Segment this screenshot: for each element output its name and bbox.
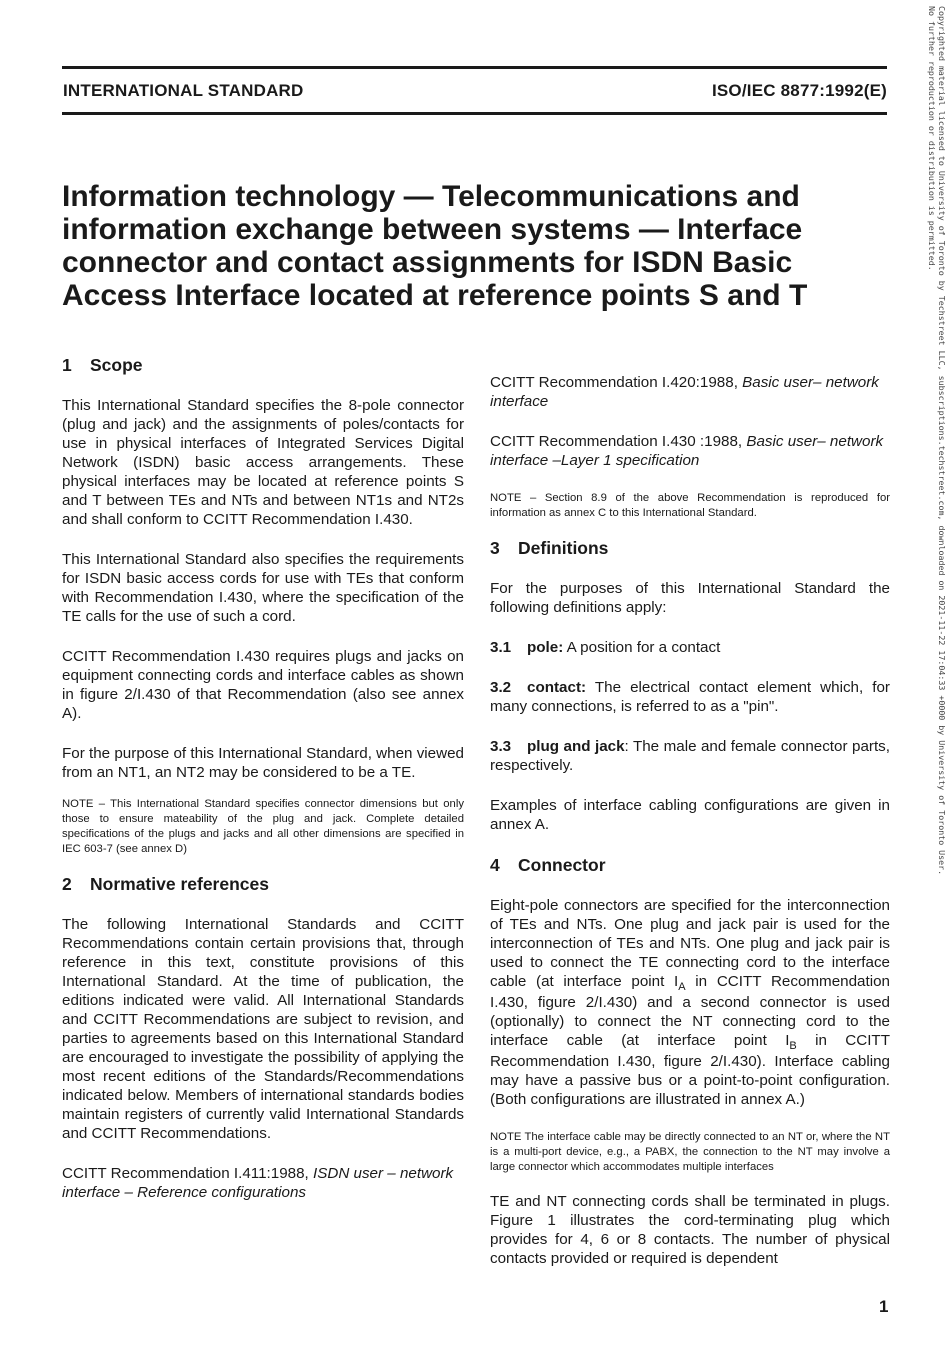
definition-text: : The male and female connector parts, respectively. <box>490 738 890 774</box>
definition-number: 3.2 <box>490 679 512 696</box>
reference-title: Basic user– network interface <box>490 374 879 410</box>
copyright-line-2: No further reproduction or distribution is permitted. <box>927 6 937 271</box>
section-normative-heading <box>62 874 464 895</box>
scope-paragraph-2: This International Standard also specifies the requirements for ISDN basic access cords for use with TEs that conform with Recommendation I.430, where the specification of the TE calls for the use of such a cord. <box>62 551 464 625</box>
connector-text-part: in CCITT Recommendation I.430, figure 2/I.430). Interface cabling may have a passive bus or a point-to-point configuration. (Both configurations are illustrated in annex A.) <box>490 1032 890 1108</box>
definition-term: contact: <box>527 679 587 696</box>
reference-title: ISDN user – network interface – Reference configurations <box>62 1165 454 1201</box>
copyright-line-1: Copyrighted material licensed to University of Toronto by Techstreet LLC, subscriptions.techstreet.com, downloaded on 2021-11-22 17:04:33 +0000 by University of Toronto User. <box>937 6 947 876</box>
section-number: 1 <box>62 355 72 375</box>
connector-paragraph-1 <box>490 896 890 1109</box>
definition-number: 3.3 <box>490 738 512 755</box>
standard-number: ISO/IEC 8877:1992(E) <box>711 81 887 100</box>
copyright-notice <box>927 6 947 875</box>
reference-i420 <box>490 373 890 411</box>
scope-paragraph-1: This International Standard specifies the 8-pole connector (plug and jack) and the assignments of poles/contacts for use in physical interfaces of Integrated Services Digital Network (ISDN) basic access arrangements. These physical interfaces may be located at reference points S and T between TEs and NTs and between NT1s and NT2s and shall conform to CCITT Recommendation I.430. <box>62 397 464 528</box>
definitions-intro: For the purposes of this International Standard the following definitions apply: <box>490 580 890 616</box>
definition-contact <box>490 678 890 716</box>
definitions-examples: Examples of interface cabling configurations are given in annex A. <box>490 797 890 833</box>
section-definitions-heading <box>490 538 890 559</box>
definition-text: The electrical contact element which, for many connections, is referred to as a "pin". <box>490 679 890 715</box>
definition-term: plug and jack <box>527 738 625 755</box>
definition-term: pole: <box>527 639 564 656</box>
definition-number: 3.1 <box>490 639 512 656</box>
section-scope-heading <box>62 355 464 376</box>
reference-id: CCITT Recommendation I.411:1988, <box>62 1165 314 1182</box>
section-number: 2 <box>62 874 72 894</box>
scope-note: NOTE – This International Standard specifies connector dimensions but only those to ensure mateability of the plug and jack. Complete detailed specifications of the plugs and jacks and all other dimensions are specified in IEC 603-7 (see annex D) <box>62 798 464 855</box>
reference-i411 <box>62 1164 464 1202</box>
connector-note: NOTE The interface cable may be directly connected to an NT or, where the NT is a multi-port device, e.g., a PABX, the connection to the NT may involve a large connector which accommodates multiple interfaces <box>490 1131 890 1173</box>
section-title: Scope <box>90 355 143 375</box>
interface-point-subscript: B <box>789 1040 797 1052</box>
page-number: 1 <box>879 1297 889 1316</box>
reference-id: CCITT Recommendation I.430 :1988, <box>490 433 747 450</box>
scope-paragraph-4: For the purpose of this International Standard, when viewed from an NT1, an NT2 may be considered to be a TE. <box>62 745 464 781</box>
section-title: Normative references <box>90 874 269 894</box>
right-column <box>490 373 890 1289</box>
reference-title: Basic user– network interface –Layer 1 specification <box>490 433 884 469</box>
normative-paragraph: The following International Standards and CCITT Recommendations contain certain provisions that, through reference in this text, constitute provisions of this International Standard. At the time of publication, the editions indicated were valid. All International Standards and CCITT Recommendations are subject to revision, and parties to agreements based on this International Standard are encouraged to investigate the possibility of applying the most recent editions of the Standards/Recommendations indicated below. Members of international standards bodies maintain registers of currently valid International Standards and CCITT Recommendations. <box>62 916 464 1142</box>
definition-plug-and-jack <box>490 737 890 775</box>
standard-type-label: INTERNATIONAL STANDARD <box>63 81 304 100</box>
section-title: Definitions <box>518 538 609 558</box>
document-title: Information technology — Telecommunications and information exchange between systems — Interface connector and contact assignments for ISDN Basic Access Interface located at reference points S and T <box>62 180 808 312</box>
normative-note: NOTE – Section 8.9 of the above Recommendation is reproduced for information as annex C to this International Standard. <box>490 492 890 519</box>
header-rule-bottom <box>62 112 887 115</box>
scope-paragraph-3: CCITT Recommendation I.430 requires plugs and jacks on equipment connecting cords and interface cables as shown in figure 2/I.430 of that Recommendation (also see annex A). <box>62 648 464 722</box>
section-number: 3 <box>490 538 500 558</box>
definition-text: A position for a contact <box>563 639 721 656</box>
reference-id: CCITT Recommendation I.420:1988, <box>490 374 743 391</box>
section-connector-heading <box>490 855 890 876</box>
section-title: Connector <box>518 855 606 875</box>
definition-pole <box>490 638 890 657</box>
header-rule-top <box>62 66 887 69</box>
connector-text-part: Eight-pole connectors are specified for the interconnection of TEs and NTs. One plug and jack pair is used for the interconnection of TEs and NTs. One plug and jack pair is used to connect the TE connecting cord to the interface cable (at interface point I <box>490 897 890 990</box>
connector-text-part: in CCITT Recommendation I.430, figure 2/I.430) and a second connector is used (optionally) to connect the NT connecting cord to the interface cable (at interface point I <box>490 973 890 1049</box>
connector-paragraph-2: TE and NT connecting cords shall be terminated in plugs. Figure 1 illustrates the cord-terminating plug which provides for 4, 6 or 8 contacts. The number of physical contacts provided or required is dependent <box>490 1193 890 1267</box>
interface-point-subscript: A <box>678 981 686 993</box>
reference-i430 <box>490 432 890 470</box>
section-number: 4 <box>490 855 500 875</box>
left-column <box>62 355 464 1223</box>
